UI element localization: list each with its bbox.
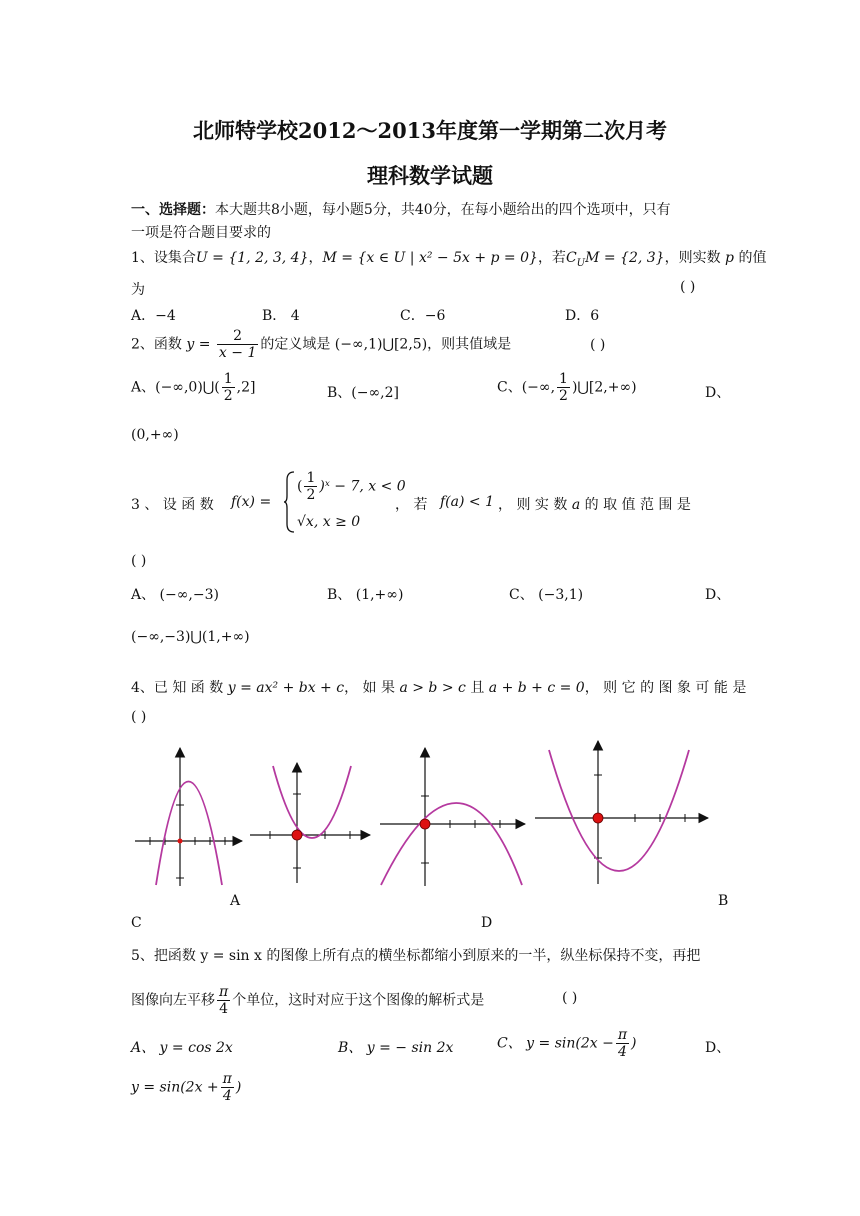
q1-tail2: 的值 (738, 250, 767, 266)
q4-graph-d (535, 741, 708, 884)
q1-var: p (725, 250, 735, 266)
q3-mid: ， 若 (395, 497, 428, 513)
q3-case1-rest: )ˣ − 7, x < 0 (319, 478, 406, 495)
q1-mid: ，若 (537, 250, 566, 266)
q5-opt-d-num: π (222, 1071, 232, 1087)
q3-option-a: A、 (−∞,−3) (131, 587, 219, 603)
q1-line1 (131, 247, 766, 269)
q2-option-c (497, 372, 637, 403)
q4-and: 且 (470, 680, 485, 696)
q2-frac-den: x − 1 (218, 345, 257, 361)
q3-option-d-label: D、 (705, 587, 731, 603)
q5-line2-end: 个单位，这时对应于这个图像的解析式是 (232, 992, 485, 1009)
q4-answer-paren: ( ) (131, 709, 147, 725)
q1-option-d: D．6 (565, 308, 600, 324)
q1-complement-rest: M = {2, 3} (585, 250, 665, 266)
q2-opt-a-part2: ,2] (236, 379, 256, 396)
q5-opt-c-num: π (617, 1027, 628, 1043)
q2-opt-a-part1: A、(−∞,0)⋃( (131, 379, 220, 396)
section-intro-line1 (131, 199, 671, 219)
q2-opt-c-part1: C、(−∞, (497, 379, 556, 396)
q5-option-b: B、 y = − sin 2x (338, 1040, 454, 1056)
q3-case1 (297, 471, 406, 502)
q4-label-c: C (131, 915, 142, 931)
q3-case1-open: ( (297, 478, 303, 495)
q3-var: a (571, 497, 581, 513)
q3-case1-num: 1 (306, 470, 316, 486)
q5-pi-frac (217, 985, 230, 1016)
q2-opt-a-frac (222, 372, 235, 403)
q3-condition: f(a) < 1 (440, 494, 494, 510)
q5-option-d-label: D、 (705, 1040, 731, 1056)
q1-prefix: 1、设集合 (131, 250, 196, 266)
q2-option-b: B、(−∞,2] (327, 385, 399, 401)
q4-graph-a (135, 748, 242, 886)
section-intro-text: 本大题共8小题，每小题5分，共40分，在每小题给出的四个选项中，只有 (215, 202, 671, 218)
q5-line2-start: 图像向左平移 (131, 992, 215, 1009)
q5-opt-d-part1: y = sin(2x + (131, 1079, 219, 1096)
graph-d-curve (549, 750, 689, 871)
exam-subtitle: 理科数学试题 (367, 163, 493, 188)
q5-opt-d-frac (221, 1072, 234, 1103)
q1-line2: 为 (131, 282, 145, 298)
q5-opt-c-part1: C、 y = sin(2x − (497, 1035, 614, 1052)
q4-cond2: a + b + c = 0 (488, 680, 585, 696)
q3-piecewise-brace (283, 470, 297, 534)
q2-opt-c-num: 1 (559, 371, 568, 387)
q1-tail: ，则实数 (664, 250, 721, 266)
q5-pi-den: 4 (219, 1001, 229, 1017)
q3-tail2: 的 取 值 范 围 是 (584, 497, 691, 513)
q4-graphs (130, 738, 730, 888)
q4-label-d: D (481, 915, 493, 931)
q1-complement-sub: U (576, 257, 586, 269)
q1-option-c: C．−6 (400, 308, 446, 324)
q3-case2: √x, x ≥ 0 (297, 514, 361, 530)
q5-option-a: A、 y = cos 2x (131, 1040, 233, 1056)
q1-option-a: A．−4 (131, 308, 176, 324)
q5-opt-d-part2: ) (235, 1079, 242, 1096)
q2-opt-c-frac (557, 372, 570, 403)
q3-answer-paren: ( ) (131, 553, 147, 569)
q3-prefix: 3 、 设 函 数 (131, 497, 214, 513)
q5-opt-c-part2: ) (631, 1035, 637, 1052)
q5-option-d (131, 1072, 241, 1103)
q3-option-c: C、 (−3,1) (509, 587, 584, 603)
q5-option-c (497, 1028, 637, 1059)
q4-graph-b (250, 763, 370, 883)
graph-c-origin-dot (420, 819, 430, 829)
q2-opt-c-part2: )⋃[2,+∞) (571, 379, 637, 396)
q4-prefix: 4、已 知 函 数 (131, 680, 224, 696)
q2-option-d: (0,+∞) (131, 427, 179, 443)
q3-case1-frac (304, 471, 317, 502)
q4-label-b: B (718, 893, 729, 909)
q2-mid: 的定义域是 (−∞,1)⋃[2,5)，则其值域是 (260, 336, 512, 353)
q4-tail: ， 则 它 的 图 象 可 能 是 (584, 680, 747, 696)
q2-y: y = (186, 336, 211, 353)
q1-option-b: B． 4 (262, 308, 300, 324)
graph-a-curve (156, 782, 222, 886)
q2-line1 (131, 329, 511, 360)
q4-function: y = ax² + bx + c (227, 680, 345, 696)
q5-answer-paren: ( ) (562, 990, 578, 1006)
q3-option-d: (−∞,−3)⋃(1,+∞) (131, 629, 250, 645)
q2-opt-a-den: 2 (223, 388, 233, 404)
q2-frac-num: 2 (217, 329, 258, 345)
q2-opt-a-num: 1 (223, 371, 233, 387)
q3-option-b: B、 (1,+∞) (327, 587, 404, 603)
q5-pi-num: π (219, 984, 229, 1000)
q1-comma: ， (308, 250, 323, 266)
q4-label-a: A (230, 893, 241, 909)
q3-tail-text: ， 则 实 数 (498, 497, 568, 513)
graph-b-origin-dot (292, 830, 302, 840)
q3-fx: f(x) = (231, 494, 272, 510)
q2-answer-paren: ( ) (590, 337, 606, 353)
q1-answer-paren: ( ) (680, 279, 696, 295)
q2-option-a (131, 372, 255, 403)
section-intro-line2: 一项是符合题目要求的 (131, 225, 271, 241)
section-label: 一、选择题： (131, 202, 215, 218)
q2-opt-c-den: 2 (559, 388, 568, 404)
exam-title: 北师特学校2012～2013年度第一学期第二次月考 (193, 118, 667, 143)
q2-fraction (217, 329, 258, 360)
graph-a-origin-dot (178, 839, 183, 844)
q5-line2 (131, 985, 484, 1016)
q3-case1-den: 2 (306, 487, 316, 503)
q5-opt-d-den: 4 (222, 1088, 232, 1104)
q4-mid: ， 如 果 (344, 680, 395, 696)
q1-complement: C (565, 250, 577, 266)
q4-line1 (131, 677, 746, 697)
q5-opt-c-den: 4 (617, 1044, 627, 1060)
graph-c-curve (381, 803, 522, 885)
q4-graph-c (380, 748, 525, 886)
q1-set-u: U = {1, 2, 3, 4} (195, 250, 309, 266)
q5-line1: 5、把函数 y = sin x 的图像上所有点的横坐标都缩小到原来的一半，纵坐标保持不变，再把 (131, 948, 701, 964)
graph-d-origin-dot (593, 813, 603, 823)
q5-opt-c-frac (616, 1028, 629, 1059)
q2-prefix: 2、函数 (131, 336, 182, 353)
q4-cond1: a > b > c (399, 680, 466, 696)
q1-set-m: M = {x ∈ U | x² − 5x + p = 0} (322, 250, 538, 266)
q2-option-d-label: D、 (705, 385, 731, 401)
q3-tail (498, 494, 691, 514)
graph-b-curve (273, 766, 351, 838)
